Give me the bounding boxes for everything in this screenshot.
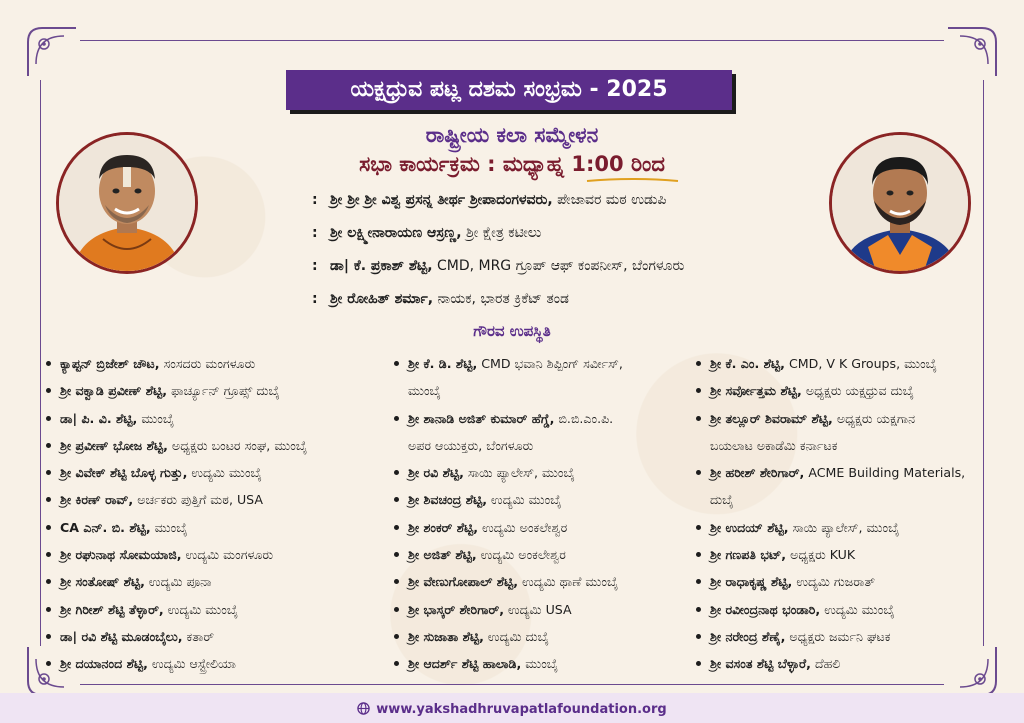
guest-detail: ಸಾಯಿ ಪ್ಯಾಲೇಸ್, ಮುಂಬೈ — [463, 465, 575, 481]
guest-name: ಶ್ರೀ ಶಾನಾಡಿ ಅಜಿತ್ ಕುಮಾರ್ ಹೆಗ್ಡೆ, — [408, 410, 555, 426]
list-item-continuation: ದುಬೈ — [710, 492, 734, 508]
guest-name: ಶ್ರೀ ಕೆ. ಡಿ. ಶೆಟ್ಟಿ, — [408, 356, 478, 371]
role-text — [330, 258, 684, 274]
guest-detail: ಸಾಯಿ ಪ್ಯಾಲೇಸ್, ಮುಂಬೈ — [788, 519, 900, 535]
guest-detail: ದೆಹಲಿ — [810, 656, 841, 672]
list-item — [694, 459, 994, 486]
portrait-swamiji — [56, 132, 198, 274]
list-item — [392, 486, 692, 513]
website-link[interactable]: www.yakshadhruvapatlafoundation.org — [376, 702, 667, 717]
guest-name: ಶ್ರೀ ಶಂಕರ್ ಶೆಟ್ಟಿ, — [408, 519, 479, 535]
corner-ornament-icon — [944, 24, 1000, 80]
list-item — [694, 514, 994, 541]
guest-name: ಶ್ರೀ ರವಿ ಶೆಟ್ಟಿ, — [408, 465, 464, 481]
guest-detail: ಬಿ.ಬಿ.ಎಂ.ಪಿ. — [554, 410, 614, 426]
list-item — [392, 541, 692, 568]
list-item — [694, 623, 994, 650]
list-item — [392, 350, 692, 377]
guest-detail: ಅಧ್ಯಕ್ಷರು ಬಂಟರ ಸಂಘ, ಮುಂಬೈ — [167, 437, 308, 453]
guest-name: ಶ್ರೀ ಕಿರಣ್ ರಾವ್, — [60, 492, 134, 508]
time-underline-icon — [585, 177, 680, 183]
guest-name: ಶ್ರೀ ಕೆ. ಎಂ. ಶೆಟ್ಟಿ, — [710, 356, 785, 371]
role-detail: ಪೇಜಾವರ ಮಠ ಉಡುಪಿ — [552, 192, 667, 208]
list-item — [44, 650, 374, 677]
guest-detail: ಉದ್ಯಮಿ ಆಸ್ಟ್ರೇಲಿಯಾ — [147, 656, 236, 672]
guest-detail: ಉದ್ಯಮಿ ಗುಜರಾತ್ — [792, 574, 876, 590]
guest-name: ಶ್ರೀ ರವೀಂದ್ರನಾಥ ಭಂಡಾರಿ, — [710, 601, 821, 617]
guest-name: ಡಾ| ಪಿ. ವಿ. ಶೆಟ್ಟಿ, — [60, 410, 138, 426]
list-item — [44, 405, 374, 432]
role-detail: CMD, MRG ಗ್ರೂಪ್ ಆಫ್ ಕಂಪನೀಸ್, ಬೆಂಗಳೂರು — [432, 258, 685, 274]
list-item-continuation: ಅಪರ ಆಯುಕ್ತರು, ಬೆಂಗಳೂರು — [408, 437, 534, 453]
guest-name: ಶ್ರೀ ವೇಣುಗೋಪಾಲ್ ಶೆಟ್ಟಿ, — [408, 574, 519, 590]
guest-detail: ಸಂಸದರು ಮಂಗಳೂರು — [159, 356, 256, 371]
guest-name: ಶ್ರೀ ನರೇಂದ್ರ ಶೆಣೈ, — [710, 628, 786, 644]
portrait-rohit-sharma — [829, 132, 971, 274]
guest-detail: ಉದ್ಯಮಿ ಅಂಕಲೇಶ್ವರ — [478, 519, 568, 535]
list-item — [694, 377, 994, 404]
guest-name: ಶ್ರೀ ವಕ್ವಾಡಿ ಪ್ರವೀಣ್ ಶೆಟ್ಟಿ, — [60, 383, 168, 399]
guest-name: ಶ್ರೀ ಆದರ್ಶ್ ಶೆಟ್ಟಿ ಹಾಲಾಡಿ, — [408, 656, 522, 672]
guest-name: ಶ್ರೀ ರಾಧಾಕೃಷ್ಣ ಶೆಟ್ಟಿ, — [710, 574, 793, 590]
guest-detail: ಉದ್ಯಮಿ ಅಂಕಲೇಶ್ವರ — [476, 547, 566, 563]
guest-name: ಶ್ರೀ ವಸಂತ ಶೆಟ್ಟಿ ಬೆಳ್ಳಾರೆ, — [710, 656, 811, 672]
guest-detail: ಉದ್ಯಮಿ USA — [504, 601, 572, 617]
guest-detail: ಉದ್ಯಮಿ ಪೂನಾ — [144, 574, 212, 590]
guest-name: CA ಎನ್. ಬಿ. ಶೆಟ್ಟಿ, — [60, 519, 151, 535]
guest-name: ಶ್ರೀ ಸಂತೋಷ್ ಶೆಟ್ಟಿ, — [60, 574, 145, 590]
role-colon: : — [312, 258, 318, 274]
guest-detail: ಮುಂಬೈ — [521, 656, 559, 672]
guest-name: ಶ್ರೀ ತಲ್ಲೂರ್ ಶಿವರಾಮ್ ಶೆಟ್ಟಿ, — [710, 410, 833, 426]
guest-detail: ಅರ್ಚಕರು ಪುತ್ತಿಗೆ ಮಠ, USA — [133, 492, 264, 508]
role-name: ಶ್ರೀ ರೋಹಿತ್ ಶರ್ಮಾ, — [330, 291, 434, 307]
role-name: ಶ್ರೀ ಶ್ರೀ ಶ್ರೀ ವಿಶ್ವ ಪ್ರಸನ್ನ ತೀರ್ಥ ಶ್ರೀಪಾದಂಗಳವರು, — [330, 192, 553, 208]
guest-column-3 — [694, 350, 994, 678]
list-item — [392, 596, 692, 623]
frame-line-top — [80, 40, 944, 41]
role-name: ಡಾ| ಕೆ. ಪ್ರಕಾಶ್ ಶೆಟ್ಟಿ, — [330, 258, 433, 274]
guest-detail: ACME Building Materials, — [804, 465, 966, 481]
list-item — [44, 432, 374, 459]
corner-ornament-icon — [24, 24, 80, 80]
guest-name: ಡಾ| ರವಿ ಶೆಟ್ಟಿ ಮೂಡಂಬೈಲು, — [60, 628, 183, 644]
list-item — [44, 350, 374, 377]
list-item — [694, 405, 994, 432]
guests-heading: ಗೌರವ ಉಪಸ್ಥಿತಿ — [473, 322, 551, 340]
guest-detail: ಅಧ್ಯಕ್ಷರು ಯಕ್ಷಧ್ರುವ ದುಬೈ — [801, 383, 914, 399]
list-item — [44, 459, 374, 486]
guest-column-1 — [44, 350, 374, 678]
list-item — [694, 596, 994, 623]
guest-name: ಶ್ರೀ ಗಿರೀಶ್ ಶೆಟ್ಟಿ ತೆಳ್ಳಾರ್, — [60, 601, 164, 617]
guest-detail: ಅಧ್ಯಕ್ಷರು ಜರ್ಮನಿ ಘಟಕ — [785, 628, 891, 644]
event-title: ಯಕ್ಷಧ್ರುವ ಪಟ್ಲ ದಶಮ ಸಂಭ್ರಮ - 2025 — [286, 70, 732, 110]
list-item — [44, 596, 374, 623]
guest-detail: ಉದ್ಯಮಿ ಮುಂಬೈ — [820, 601, 895, 617]
guest-detail: ಮುಂಬೈ — [150, 519, 188, 535]
guest-detail: ಉದ್ಯಮಿ ಮುಂಬೈ — [187, 465, 262, 481]
list-item-continuation: ಮುಂಬೈ — [408, 383, 441, 399]
guest-detail: ಉದ್ಯಮಿ ಥಾಣೆ ಮುಂಬೈ — [518, 574, 619, 590]
guest-name: ಶ್ರೀ ಗಣಪತಿ ಭಟ್, — [710, 547, 787, 563]
guest-name: ಶ್ರೀ ಪ್ರವೀಣ್ ಭೋಜ ಶೆಟ್ಟಿ, — [60, 437, 168, 453]
role-colon: : — [312, 225, 318, 241]
guest-detail: ಅಧ್ಯಕ್ಷರು ಯಕ್ಷಗಾನ — [832, 410, 916, 426]
list-item — [392, 514, 692, 541]
guest-detail: ಉದ್ಯಮಿ ಮುಂಬೈ — [163, 601, 239, 617]
role-detail: ನಾಯಕ, ಭಾರತ ಕ್ರಿಕೆಟ್ ತಂಡ — [433, 291, 569, 307]
list-item — [694, 650, 994, 677]
list-item — [44, 486, 374, 513]
guest-name: ಶ್ರೀ ಶಿವಚಂದ್ರ ಶೆಟ್ಟಿ, — [408, 492, 488, 508]
list-item — [44, 568, 374, 595]
guest-detail: ಕತಾರ್ — [182, 628, 215, 644]
guest-name: ಶ್ರೀ ಸರ್ವೋತ್ತಮ ಶೆಟ್ಟಿ, — [710, 383, 802, 399]
guest-detail: CMD ಭವಾನಿ ಶಿಪ್ಪಿಂಗ್ ಸರ್ವೀಸ್, — [477, 356, 623, 371]
role-name: ಶ್ರೀ ಲಕ್ಷ್ಮೀನಾರಾಯಣ ಆಸ್ರಣ್ಣ, — [330, 225, 462, 241]
guest-name: ಶ್ರೀ ವಿವೇಕ್ ಶೆಟ್ಟಿ ಬೊಳ್ಳ ಗುತ್ತು, — [60, 465, 188, 481]
list-item — [392, 623, 692, 650]
list-item — [694, 568, 994, 595]
list-item — [392, 568, 692, 595]
list-item-continuation: ಬಯಲಾಟ ಅಕಾಡೆಮಿ ಕರ್ನಾಟಕ — [710, 437, 838, 453]
guest-detail: CMD, V K Groups, ಮುಂಬೈ — [784, 356, 937, 371]
role-colon: : — [312, 291, 318, 307]
guest-detail: ಉದ್ಯಮಿ ದುಬೈ — [483, 628, 549, 644]
guest-detail: ಮುಂಬೈ — [137, 410, 175, 426]
footer — [0, 702, 1024, 717]
list-item — [44, 541, 374, 568]
list-item — [392, 459, 692, 486]
guest-name: ಶ್ರೀ ಭಾಸ್ಕರ್ ಶೇರಿಗಾರ್, — [408, 601, 504, 617]
guest-name: ಶ್ರೀ ಉದಯ್ ಶೆಟ್ಟಿ, — [710, 519, 789, 535]
globe-icon — [357, 702, 370, 715]
guest-name: ಶ್ರೀ ಹರೀಶ್ ಶೇರಿಗಾರ್, — [710, 465, 805, 481]
list-item — [694, 541, 994, 568]
role-colon: : — [312, 192, 318, 208]
frame-line-bottom — [80, 684, 944, 685]
guest-detail: ಉದ್ಯಮಿ ಮಂಗಳೂರು — [181, 547, 274, 563]
guest-detail: ಉದ್ಯಮಿ ಮುಂಬೈ — [487, 492, 562, 508]
list-item — [44, 377, 374, 404]
event-subtitle: ರಾಷ್ಟ್ರೀಯ ಕಲಾ ಸಮ್ಮೇಳನ — [425, 123, 599, 147]
list-item — [44, 623, 374, 650]
guest-column-2 — [392, 350, 692, 678]
list-item — [392, 650, 692, 677]
guest-name: ಶ್ರೀ ಅಜಿತ್ ಶೆಟ್ಟಿ, — [408, 547, 477, 563]
guest-detail: ಅಧ್ಯಕ್ಷರು KUK — [786, 547, 856, 563]
list-item — [392, 405, 692, 432]
guest-name: ಕ್ಯಾಪ್ಟನ್ ಬ್ರಿಜೇಶ್ ಚೌಟ, — [60, 356, 160, 371]
list-item — [44, 514, 374, 541]
guest-name: ಶ್ರೀ ಸುಜಾತಾ ಶೆಟ್ಟಿ, — [408, 628, 484, 644]
guest-name: ಶ್ರೀ ದಯಾನಂದ ಶೆಟ್ಟಿ, — [60, 656, 148, 672]
guest-name: ಶ್ರೀ ರಘುನಾಥ ಸೋಮಯಾಜಿ, — [60, 547, 182, 563]
list-item — [694, 350, 994, 377]
role-text — [330, 192, 666, 208]
role-text — [330, 225, 541, 241]
role-detail: ಶ್ರೀ ಕ್ಷೇತ್ರ ಕಟೀಲು — [461, 225, 542, 241]
role-text — [330, 291, 569, 307]
session-time: ಸಭಾ ಕಾರ್ಯಕ್ರಮ : ಮಧ್ಯಾಹ್ನ 1:00 ರಿಂದ — [359, 152, 665, 176]
guest-detail: ಫಾರ್ಚ್ಯೂನ್ ಗ್ರೂಪ್ಸ್ ದುಬೈ — [167, 383, 280, 399]
